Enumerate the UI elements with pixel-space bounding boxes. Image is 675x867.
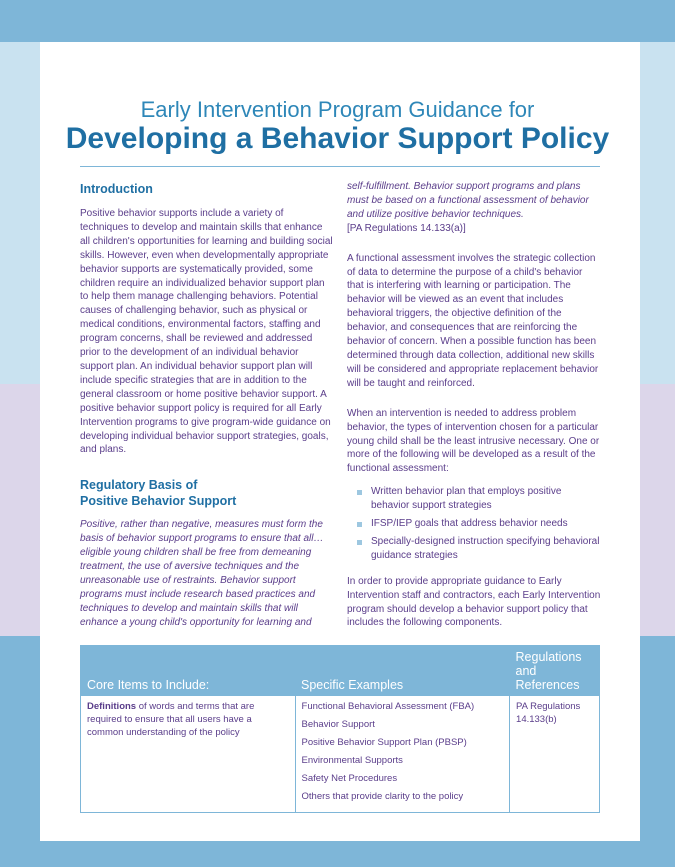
example-item: Behavior Support xyxy=(301,719,375,730)
page-title-line1: Early Intervention Program Guidance for xyxy=(140,97,535,122)
regulatory-heading-line1: Regulatory Basis of xyxy=(80,478,198,493)
policy-components-paragraph: In order to provide appropriate guidance to Early Intervention staff and contractors, each Early Intervention program should develop a behavior support policy that includes the following components. xyxy=(347,575,601,629)
regulatory-heading-line2: Positive Behavior Support xyxy=(80,494,237,509)
table-header-core-items: Core Items to Include: xyxy=(81,646,296,697)
table-header-specific-examples: Specific Examples xyxy=(295,646,510,697)
core-item-description: of words and terms that are required to ensure that all users have a common understanding of the policy xyxy=(87,701,255,738)
table-row xyxy=(81,696,600,813)
core-items-table xyxy=(80,645,600,813)
assessment-outcomes-list xyxy=(347,485,601,563)
introduction-paragraph: Positive behavior supports include a variety of techniques to develop and maintain skills that enhance all children's opportunities for learning and building social skills. However, even when developmentally appropriate behavior supports are systematically provided, some children require an individualized behavior support plan to help them manage challenging behaviors. Potential causes of challenging behavior, such as physical or medical conditions, environmental factors, staffing and program concerns, shall be reviewed and addressed prior to the development of an individual behavior support plan. An individual behavior support plan will include specific strategies that are in addition to the general classroom or home positive behavior support. A positive behavior support policy is required for all Early Intervention programs to give program-wide guidance on developing individual behavior support strategies, goals, and plans. xyxy=(80,208,333,456)
regulatory-heading xyxy=(80,477,334,509)
left-column xyxy=(80,181,334,630)
right-margin-block-top xyxy=(640,42,675,384)
functional-assessment-paragraph: A functional assessment involves the strategic collection of data to determine the purpose of a child's behavior that is interfering with learning or participation. The behavior will be viewed as an event that includes behavioral triggers, the objective definition of the behavior, and consequences that are reinforcing the behavior of concern. When a possible function has been determined through data collection, additional new skills will be considered and appropriate replacement behavior will be taught and reinforced. xyxy=(347,252,599,389)
example-item: Functional Behavioral Assessment (FBA) xyxy=(301,701,475,712)
top-color-band xyxy=(0,0,675,42)
core-item-term: Definitions xyxy=(87,701,137,712)
table-header-regulations: Regulations and References xyxy=(510,646,600,697)
example-item: Safety Net Procedures xyxy=(301,773,398,784)
list-item: IFSP/IEP goals that address behavior needs xyxy=(347,517,601,531)
left-margin-block-bottom xyxy=(0,636,40,841)
example-item: Environmental Supports xyxy=(301,755,403,766)
right-margin-block-bottom xyxy=(640,636,675,841)
left-margin-block-middle xyxy=(0,384,40,636)
regulation-quote: Positive, rather than negative, measures must form the basis of behavior support programs to ensure that all…eligible young children shall be free from demeaning treatment, the use of aversive techniques and the unreasonable use of restraints. Behavior support programs must include research based practices and techniques to develop and maintain skills that will enhance a young child's opportunity for learning and xyxy=(80,519,324,628)
core-item-cell xyxy=(81,696,296,813)
introduction-heading: Introduction xyxy=(80,182,153,196)
regulations-cell: PA Regulations 14.133(b) xyxy=(510,696,600,813)
right-margin-block-middle xyxy=(640,384,675,636)
regulation-citation: [PA Regulations 14.133(a)] xyxy=(347,222,466,234)
example-item: Others that provide clarity to the policy xyxy=(301,791,464,802)
examples-cell xyxy=(295,696,510,813)
list-item: Written behavior plan that employs positive behavior support strategies xyxy=(347,485,601,513)
bottom-color-band xyxy=(0,841,675,867)
example-item: Positive Behavior Support Plan (PBSP) xyxy=(301,737,467,748)
table-header-row xyxy=(81,646,600,697)
regulation-quote-continued: self-fulfillment. Behavior support programs and plans must be based on a functional assessment of behavior and utilize positive behavior techniques. xyxy=(347,181,589,220)
page-title-line2: Developing a Behavior Support Policy xyxy=(65,122,610,155)
right-column xyxy=(347,180,601,630)
intervention-paragraph: When an intervention is needed to address problem behavior, the types of intervention chosen for a particular young child shall be the least intrusive necessary. One or more of the following will be developed as a result of the functional assessment: xyxy=(347,407,600,475)
left-margin-block-top xyxy=(0,42,40,384)
title-divider xyxy=(80,166,600,167)
list-item: Specially-designed instruction specifying behavioral guidance strategies xyxy=(347,535,601,563)
